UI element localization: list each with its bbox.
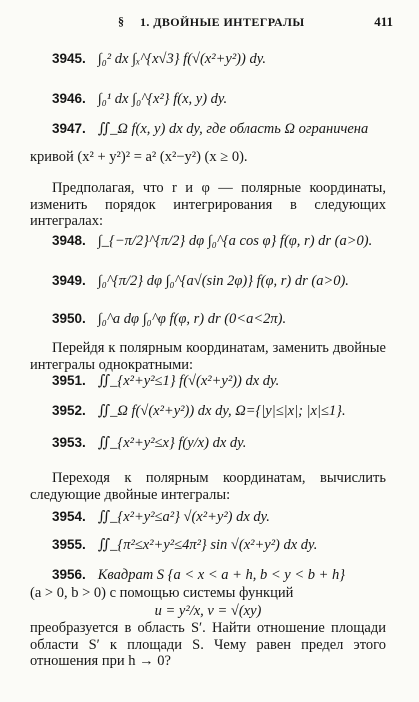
problem-expression: ∫_{−π/2}^{π/2} dφ ∫₀^{a cos φ} f(φ, r) dr (a>0). [97,233,373,249]
problem-3947 [52,120,368,138]
problem-3953 [52,434,246,452]
problem-number: 3949. [52,273,86,288]
problem-expression: ∫₀² dx ∫ₓ^{x√3} f(√(x²+y²)) dy. [97,51,266,67]
problem-3956-question: преобразуется в область S′. Найти отношение площади области S′ к площади S. Чему равен предел этого отношения при h → 0? [30,620,386,669]
problem-expression: ∬_{x²+y²≤1} f(√(x²+y²)) dx dy. [97,373,280,389]
problem-number: 3955. [52,537,86,552]
problem-expression: ∬_Ω f(√(x²+y²)) dx dy, Ω={|y|≤|x|; |x|≤1}. [97,403,346,419]
paragraph-compute: Переходя к полярным координатам, вычислить следующие двойные интегралы: [30,470,386,503]
curve-line: кривой (x² + y²)² = a² (x²−y²) (x ≥ 0). [30,149,248,165]
problem-3956-conditions: (a > 0, b > 0) с помощью системы функций [30,585,294,601]
problem-number: 3951. [52,373,86,388]
problem-3951 [52,372,279,390]
problem-number: 3946. [52,91,86,106]
running-title: 1. ДВОЙНЫЕ ИНТЕГРАЛЫ [140,15,305,29]
section-mark: § [118,14,124,28]
problem-expression: ∫₀¹ dx ∫₀^{x²} f(x, y) dy. [97,91,228,107]
problem-3956-functions: u = y²/x, v = √(xy) [154,603,262,619]
problem-number: 3947. [52,121,86,136]
problem-expression: ∫₀^a dφ ∫₀^φ f(φ, r) dr (0<a<2π). [97,311,287,327]
problem-number: 3948. [52,233,86,248]
problem-expression: ∬_{x²+y²≤a²} √(x²+y²) dx dy. [97,509,270,525]
problem-number: 3956. [52,567,86,582]
problem-expression: ∬_{x²+y²≤x} f(y/x) dx dy. [97,435,247,451]
problem-number: 3954. [52,509,86,524]
page-header [0,14,419,34]
problem-number: 3952. [52,403,86,418]
problem-number: 3950. [52,311,86,326]
problem-expression: ∫₀^{π/2} dφ ∫₀^{a√(sin 2φ)} f(φ, r) dr (a>0). [97,273,349,289]
page-number: 411 [374,14,393,29]
problem-number: 3945. [52,51,86,66]
problem-expression: Квадрат S {a < x < a + h, b < y < b + h} [97,567,346,583]
problem-3949 [52,272,349,290]
problem-3956 [52,566,345,584]
problem-number: 3953. [52,435,86,450]
paragraph-polar-order: Предполагая, что r и φ — полярные координаты, изменить порядок интегрирования в следующих интегралах: [30,180,386,229]
problem-3952 [52,402,346,420]
problem-3946 [52,90,227,108]
paragraph-single-integrals: Перейдя к полярным координатам, заменить двойные интегралы однократными: [30,340,386,373]
problem-3945 [52,50,266,68]
problem-3950 [52,310,286,328]
problem-expression: ∬_Ω f(x, y) dx dy, где область Ω ограничена [97,121,369,137]
problem-3948 [52,232,372,250]
problem-3955 [52,536,317,554]
problem-expression: ∬_{π²≤x²+y²≤4π²} sin √(x²+y²) dx dy. [97,537,318,553]
problem-3954 [52,508,270,526]
